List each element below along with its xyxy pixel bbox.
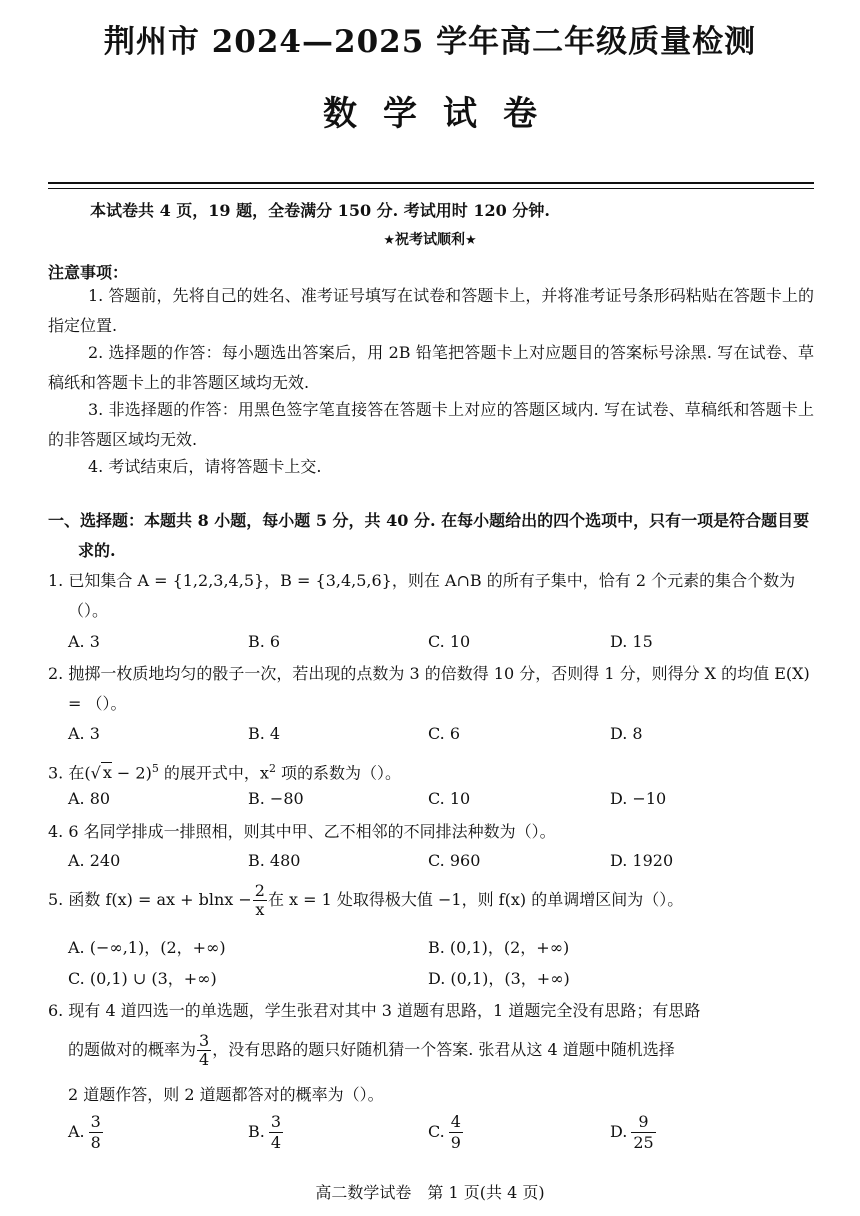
option-a[interactable]: A. (−∞,1)，(2，+∞) (68, 938, 226, 957)
exam-intro: 本试卷共 4 页，19 题，全卷满分 150 分. 考试用时 120 分钟. (90, 201, 550, 220)
question-5 (48, 882, 814, 919)
notice-item-4: 4. 考试结束后，请将答题卡上交. (88, 457, 322, 476)
question-3-exponent: 5 (151, 762, 159, 775)
question-3-after: 的展开式中，x (158, 763, 269, 783)
header-divider-thick (48, 182, 814, 184)
option-d[interactable]: D. −10 (610, 789, 667, 808)
option-d[interactable] (610, 1112, 656, 1153)
question-6-line-2-prefix: 的题做对的概率为 (68, 1040, 197, 1059)
question-4-options (68, 851, 814, 877)
option-c[interactable]: C. 10 (428, 789, 471, 808)
fraction-denominator: 8 (90, 1133, 101, 1152)
question-1: 1. 已知集合 A = {1,2,3,4,5}，B = {3,4,5,6}，则在 A∩B 的所有子集中，恰有 2 个元素的集合个数为（）。 (48, 571, 796, 620)
option-a[interactable]: A. 3 (68, 632, 100, 651)
option-b[interactable]: B. 4 (248, 724, 281, 743)
option-b[interactable]: B. (0,1)，(2，+∞) (428, 938, 570, 957)
page-footer: 高二数学试卷 第 1 页(共 4 页) (315, 1183, 545, 1202)
option-a[interactable]: A. 3 (68, 724, 100, 743)
exam-wish (0, 229, 860, 249)
option-label: B. (248, 1122, 265, 1141)
star-icon: ★ (383, 233, 395, 248)
option-label: D. (610, 1122, 628, 1141)
question-3-mid: − 2) (111, 763, 152, 783)
question-3-options (68, 789, 814, 815)
question-6-line-3: 2 道题作答，则 2 道题都答对的概率为（）。 (68, 1085, 384, 1104)
star-icon: ★ (465, 233, 477, 248)
option-c[interactable]: C. (0,1) ∪ (3，+∞) (68, 969, 217, 988)
notice-item-1: 1. 答题前，先将自己的姓名、准考证号填写在试卷和答题卡上，并将准考证号条形码粘贴在答题卡上的指定位置. (48, 286, 814, 335)
question-5-prefix: 5. 函数 f(x) = ax + blnx − (48, 890, 252, 909)
option-b[interactable]: B. 6 (248, 632, 281, 651)
question-3-radicand: x (102, 763, 112, 783)
exam-title: 荆州市 2024—2025 学年高二年级质量检测 (103, 24, 757, 60)
sqrt-icon: √ (90, 763, 101, 783)
question-5-options-row-1 (68, 935, 814, 961)
option-fraction (631, 1112, 655, 1153)
option-fraction (449, 1112, 463, 1153)
question-3-exponent-2: 2 (268, 762, 276, 775)
notice-title: 注意事项： (48, 263, 129, 282)
option-a[interactable]: A. 240 (68, 851, 121, 870)
question-6-options (68, 1112, 814, 1158)
option-b[interactable] (248, 1112, 283, 1153)
option-d[interactable]: D. 15 (610, 632, 653, 651)
question-6-line-1: 6. 现有 4 道四选一的单选题，学生张君对其中 3 道题有思路，1 道题完全没有思路；有思路 (48, 1001, 701, 1020)
question-2: 2. 抛掷一枚质地均匀的骰子一次，若出现的点数为 3 的倍数得 10 分，否则得 1 分，则得分 X 的均值 E(X) = （）。 (48, 664, 810, 713)
exam-subtitle: 数学试卷 (323, 94, 563, 134)
option-c[interactable]: C. 6 (428, 724, 461, 743)
fraction-numerator: 2 (254, 881, 265, 900)
option-label: C. (428, 1122, 445, 1141)
option-b[interactable]: B. −80 (248, 789, 304, 808)
option-c[interactable]: C. 960 (428, 851, 481, 870)
option-d[interactable]: D. 8 (610, 724, 643, 743)
question-6-line-2 (48, 1032, 814, 1069)
option-d[interactable]: D. (0,1)，(3，+∞) (428, 969, 570, 988)
option-d[interactable]: D. 1920 (610, 851, 674, 870)
fraction-denominator: 25 (633, 1133, 654, 1152)
question-3-tail: 项的系数为（）。 (275, 763, 402, 783)
option-c[interactable]: C. 10 (428, 632, 471, 651)
fraction-numerator: 3 (270, 1112, 282, 1131)
option-c[interactable] (428, 1112, 463, 1153)
question-5-tail: 在 x = 1 处取得极大值 −1，则 f(x) 的单调增区间为（）。 (267, 890, 684, 909)
option-fraction (269, 1112, 283, 1153)
fraction-denominator: 4 (270, 1133, 282, 1152)
fraction-numerator: 4 (450, 1112, 461, 1131)
question-1-options (68, 632, 814, 658)
fraction-numerator: 3 (199, 1031, 210, 1050)
fraction-numerator: 9 (631, 1112, 655, 1133)
question-2-options (68, 724, 814, 750)
notice-item-2: 2. 选择题的作答：每小题选出答案后，用 2B 铅笔把答题卡上对应题目的答案标号涂黑. 写在试卷、草稿纸和答题卡上的非答题区域均无效. (48, 343, 814, 392)
question-5-fraction (253, 882, 267, 919)
wish-text: 祝考试顺利 (395, 232, 465, 248)
option-label: A. (68, 1122, 85, 1141)
section-heading: 一、选择题：本题共 8 小题，每小题 5 分，共 40 分. 在每小题给出的四个选项中，只有一项是符合题目要求的. (48, 511, 810, 560)
option-a[interactable] (68, 1112, 103, 1153)
fraction-numerator: 3 (90, 1112, 101, 1131)
question-5-options-row-2 (68, 966, 814, 992)
fraction-denominator: 4 (199, 1050, 210, 1069)
question-6-line-2-tail: ，没有思路的题只好随机猜一个答案. 张君从这 4 道题中随机选择 (212, 1040, 675, 1059)
question-3 (48, 754, 814, 788)
question-4: 4. 6 名同学排成一排照相，则其中甲、乙不相邻的不同排法种数为（）。 (48, 822, 556, 841)
fraction-denominator: 9 (450, 1133, 461, 1152)
option-b[interactable]: B. 480 (248, 851, 301, 870)
question-6-fraction (197, 1032, 211, 1069)
question-3-prefix: 3. 在( (48, 763, 91, 783)
option-a[interactable]: A. 80 (68, 789, 111, 808)
notice-item-3: 3. 非选择题的作答：用黑色签字笔直接答在答题卡上对应的答题区域内. 写在试卷、草稿纸和答题卡上的非答题区域均无效. (48, 400, 814, 449)
header-divider-thin (48, 188, 814, 189)
fraction-denominator: x (255, 900, 265, 919)
option-fraction (89, 1112, 103, 1153)
